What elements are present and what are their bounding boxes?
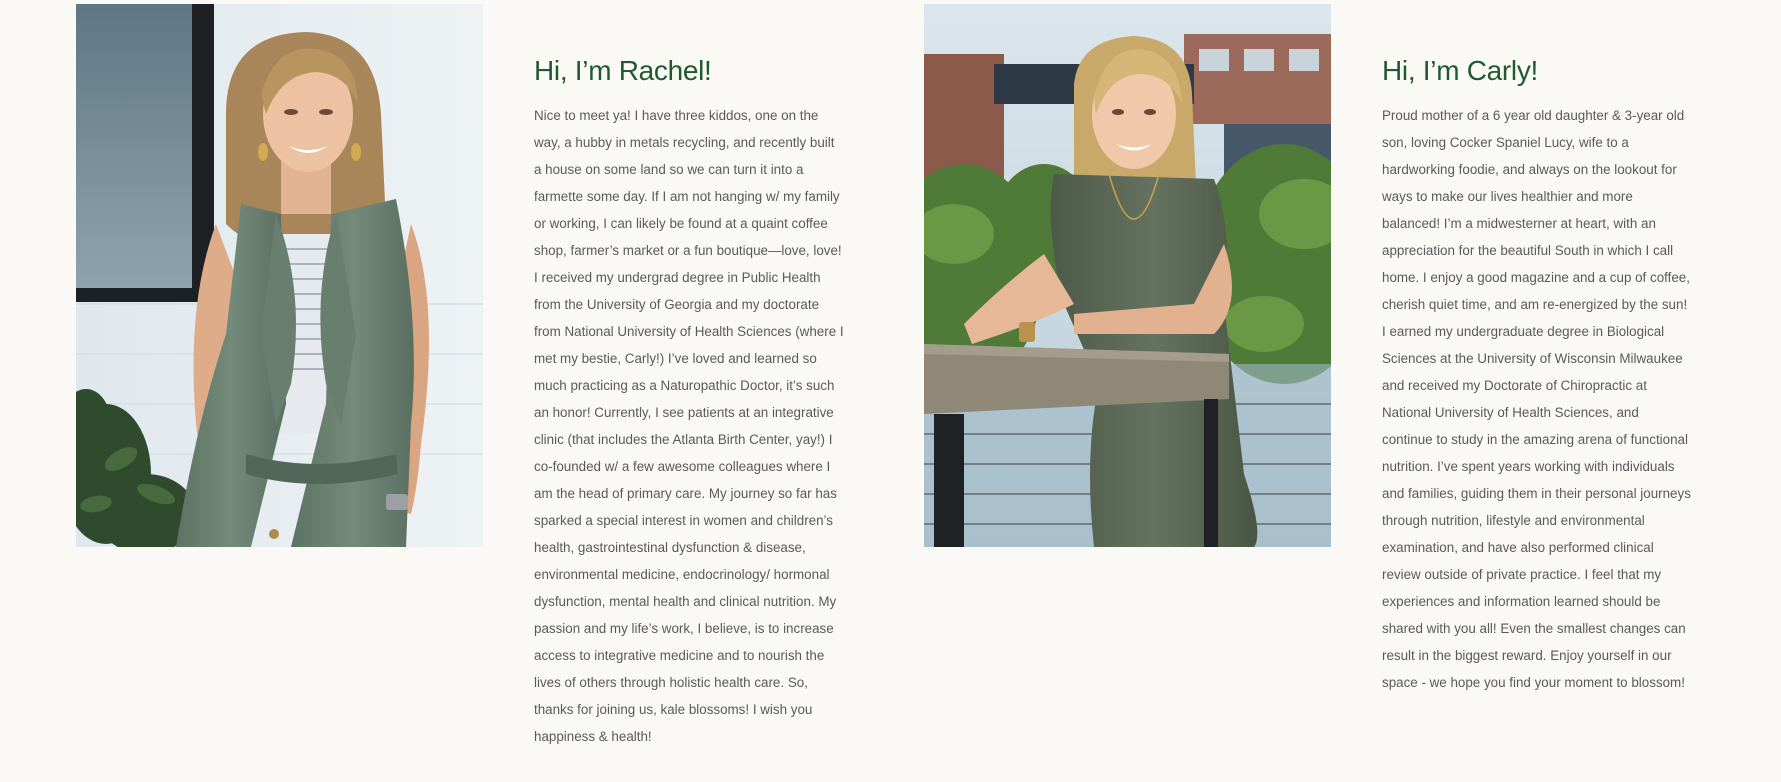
carly-heading: Hi, I’m Carly! [1382, 55, 1539, 86]
rachel-bio-section [534, 52, 844, 750]
carly-photo [924, 4, 1331, 547]
carly-bio-section [1382, 52, 1692, 696]
rachel-bio-text: Nice to meet ya! I have three kiddos, one on the way, a hubby in metals recycling, and recently built a house on some land so we can turn it into a farmette some day. If I am not hanging w/ my family or working, I can likely be found at a quaint coffee shop, farmer’s market or a fun boutique—love, love! I received my undergrad degree in Public Health from the University of Georgia and my doctorate from National University of Health Sciences (where I met my bestie, Carly!) I’ve loved and learned so much practicing as a Naturopathic Doctor, it’s such an honor! Currently, I see patients at an integrative clinic (that includes the Atlanta Birth Center, yay!) I co-founded w/ a few awesome colleagues where I am the head of primary care. My journey so far has sparked a special interest in women and children’s health, gastrointestinal dysfunction & disease, environmental medicine, endocrinology/ hormonal dysfunction, mental health and clinical nutrition. My passion and my life’s work, I believe, is to increase access to integrative medicine and to nourish the lives of others through holistic health care. So, thanks for joining us, kale blossoms! I wish you happiness & health! [534, 108, 844, 744]
rachel-photo [76, 4, 483, 547]
carly-bio-text: Proud mother of a 6 year old daughter & 3-year old son, loving Cocker Spaniel Lucy, wife to a hardworking foodie, and always on the lookout for ways to make our lives healthier and more balanced! I’m a midwesterner at heart, with an appreciation for the beautiful South in which I call home. I enjoy a good magazine and a cup of coffee, cherish quiet time, and am re-energized by the sun! I earned my undergraduate degree in Biological Sciences at the University of Wisconsin Milwaukee and received my Doctorate of Chiropractic at National University of Health Sciences, and continue to study in the amazing arena of functional nutrition. I’ve spent years working with individuals and families, guiding them in their personal journeys through nutrition, lifestyle and environmental examination, and have also performed clinical review outside of private practice. I feel that my experiences and information learned should be shared with you all! Even the smallest changes can result in the biggest reward. Enjoy yourself in our space - we hope you find your moment to blossom! [1382, 108, 1691, 690]
rachel-heading: Hi, I’m Rachel! [534, 55, 712, 86]
